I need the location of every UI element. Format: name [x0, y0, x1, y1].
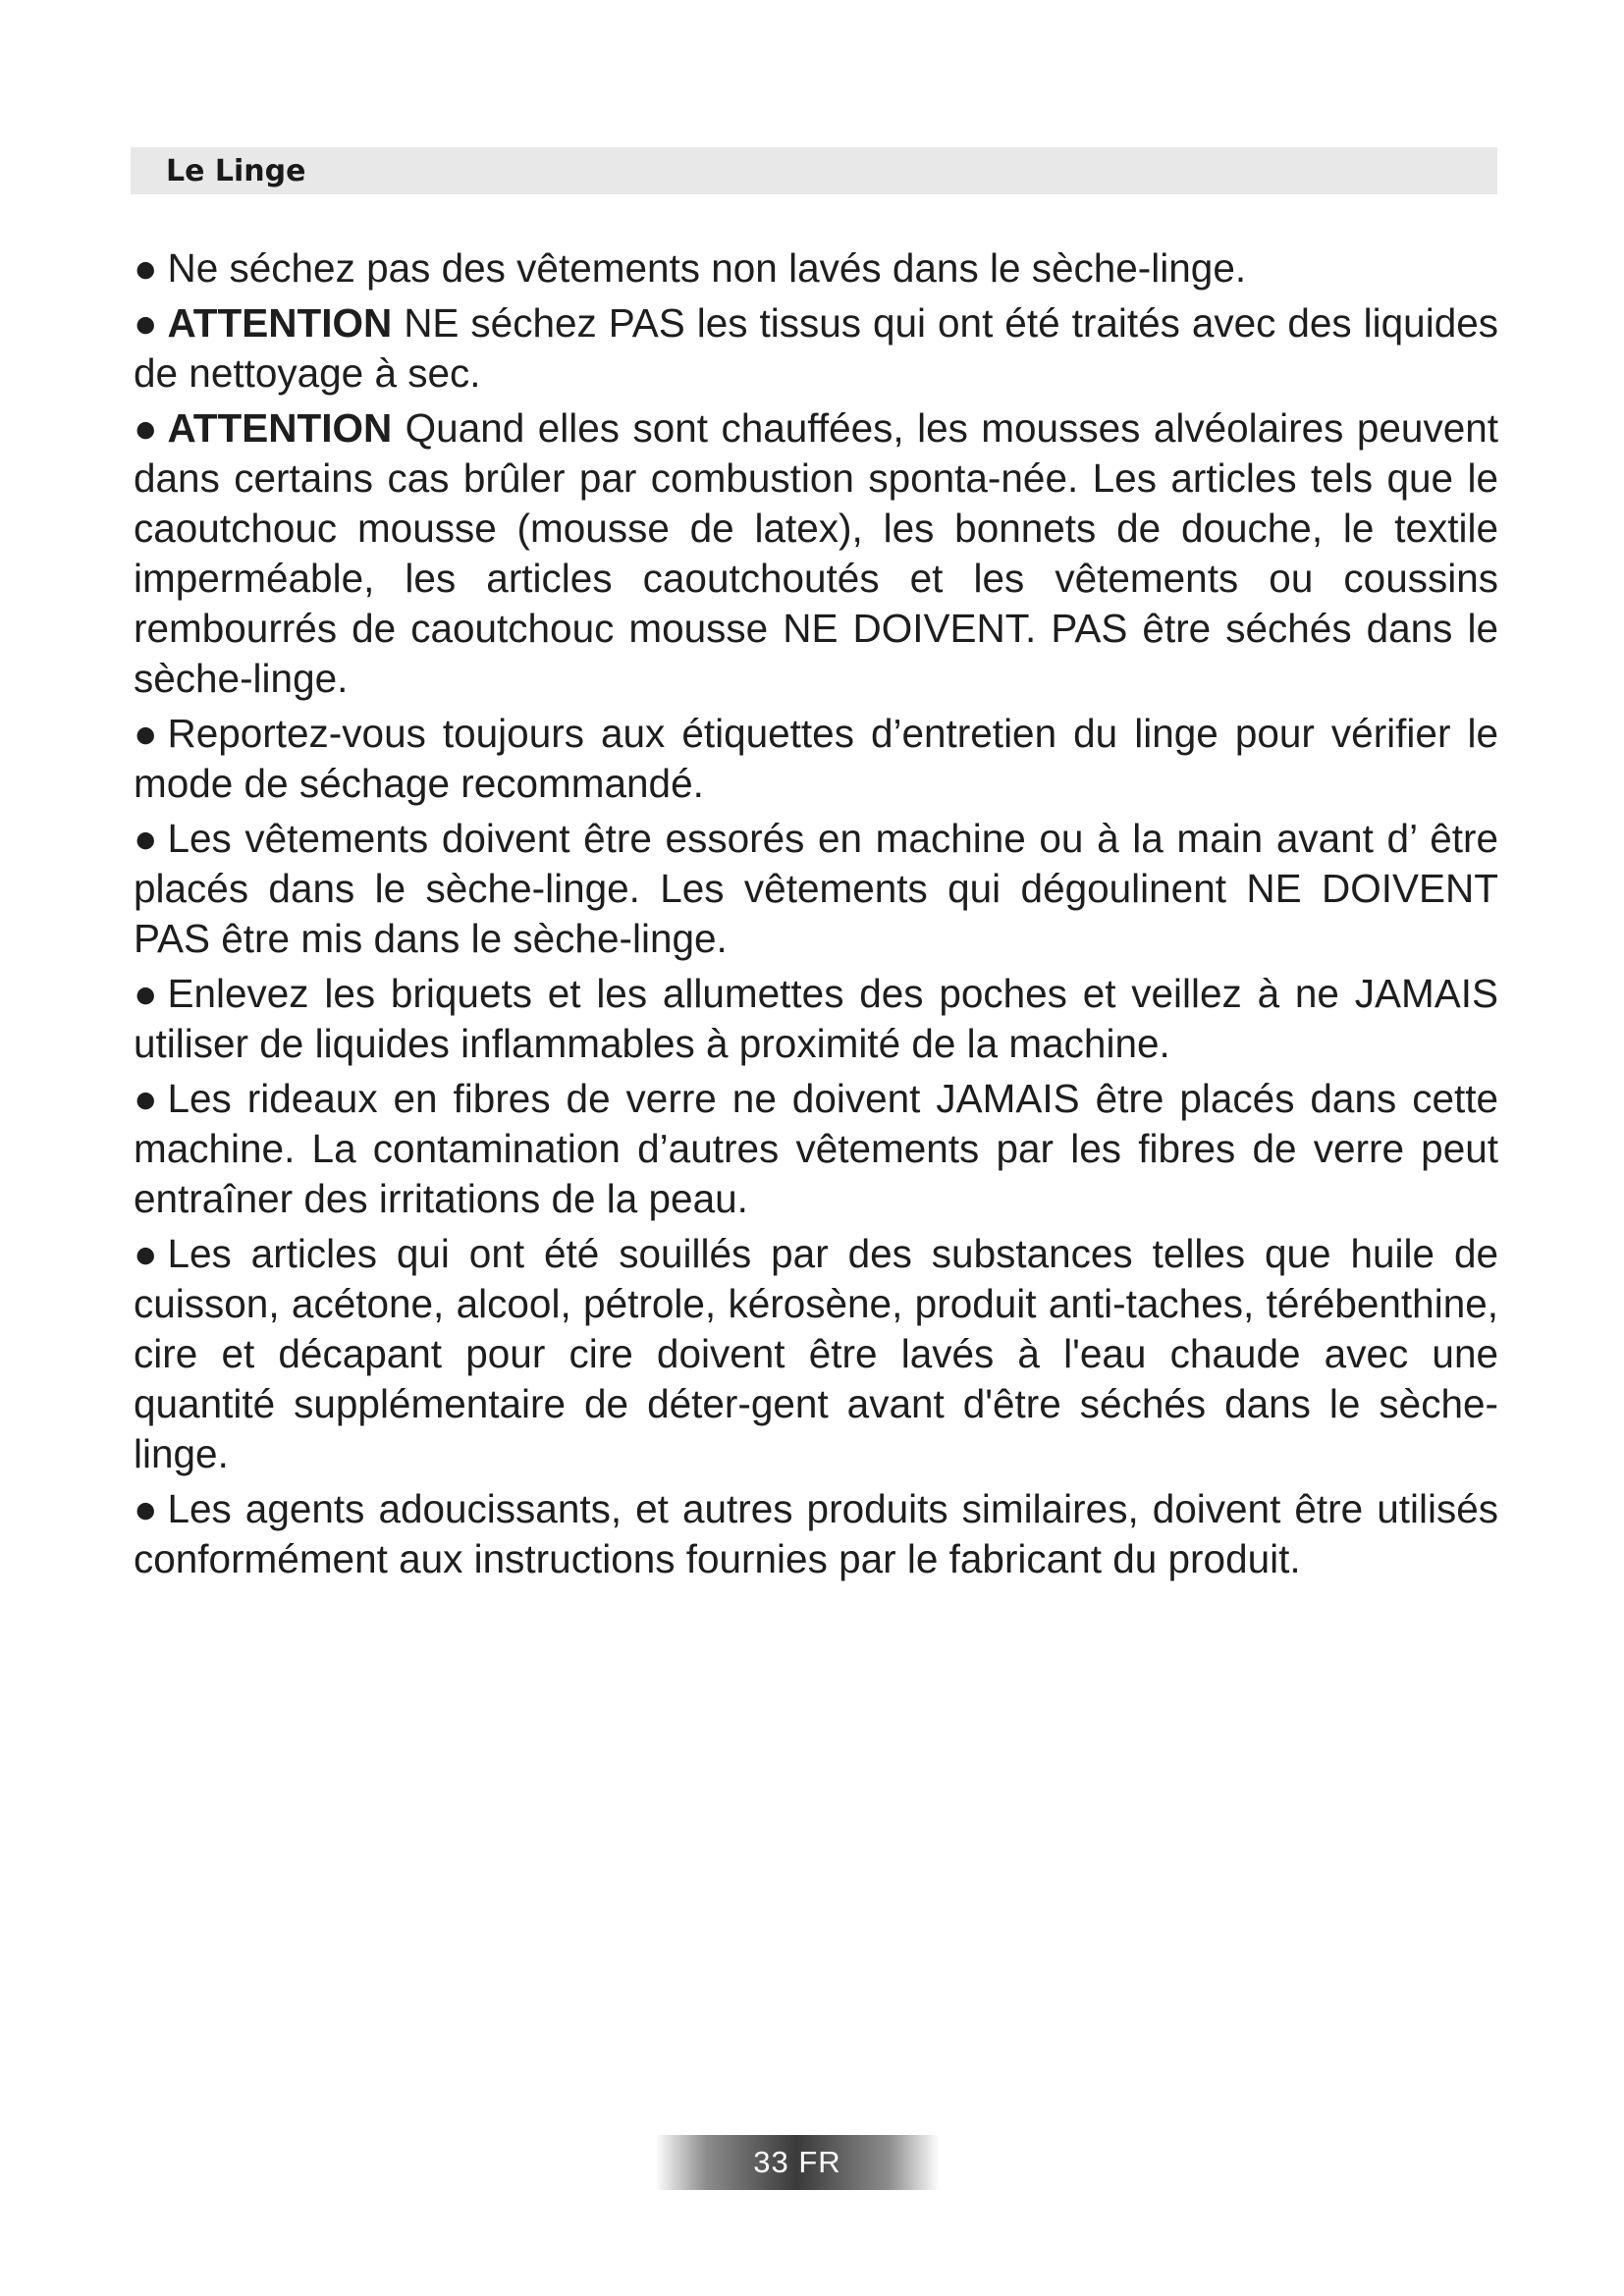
item-text: Enlevez les briquets et les allumettes des poches et veillez à ne JAMAIS utiliser de liquides inflammables à proximité de la machine.	[134, 971, 1498, 1066]
list-item	[134, 814, 1498, 964]
page-number: 33 FR	[753, 2145, 841, 2179]
list-item	[134, 709, 1498, 809]
bullet-icon: ●	[134, 300, 158, 346]
section-title: Le Linge	[166, 154, 306, 188]
section-header-bar	[131, 147, 1497, 194]
bullet-icon: ●	[134, 1076, 158, 1121]
list-item	[134, 403, 1498, 704]
page-number-badge	[655, 2135, 940, 2190]
bullet-icon: ●	[134, 1486, 158, 1531]
warning-label: ATTENTION	[167, 405, 393, 451]
item-text: Ne séchez pas des vêtements non lavés dans le sèche-linge.	[167, 245, 1247, 291]
list-item	[134, 1484, 1498, 1584]
item-text: Les articles qui ont été souillés par des substances telles que huile de cuisson, acétone, alcool, pétrole, kérosène, produit anti-taches, térébenthine, cire et décapant pour cire doivent être lavés à l'eau chaude avec une quantité supplémentaire de déter-gent avant d'être séchés dans le sèche-linge.	[134, 1231, 1498, 1476]
item-text: Les rideaux en fibres de verre ne doivent JAMAIS être placés dans cette machine. La contamination d’autres vêtements par les fibres de verre peut entraîner des irritations de la peau.	[134, 1076, 1498, 1221]
list-item	[134, 1229, 1498, 1479]
list-item	[134, 969, 1498, 1069]
bullet-icon: ●	[134, 1231, 158, 1276]
bullet-icon: ●	[134, 405, 158, 451]
list-item	[134, 1074, 1498, 1224]
bullet-icon: ●	[134, 711, 158, 756]
item-text: Quand elles sont chauffées, les mousses alvéolaires peuvent dans certains cas brûler par combustion sponta-née. Les articles tels que le caoutchouc mousse (mousse de latex), les bonnets de douche, le textile imperméable, les articles caoutchoutés et les vêtements ou coussins rembourrés de caoutchouc mousse NE DOIVENT. PAS être séchés dans le sèche-linge.	[134, 405, 1498, 701]
warning-label: ATTENTION	[167, 300, 393, 346]
list-item	[134, 298, 1498, 399]
bullet-icon: ●	[134, 971, 158, 1016]
instructions-list	[134, 243, 1498, 1589]
item-text: Reportez-vous toujours aux étiquettes d’entretien du linge pour vérifier le mode de séchage recommandé.	[134, 711, 1498, 806]
list-item	[134, 243, 1498, 294]
bullet-icon: ●	[134, 816, 158, 861]
item-text: Les agents adoucissants, et autres produits similaires, doivent être utilisés conformément aux instructions fournies par le fabricant du produit.	[134, 1486, 1498, 1581]
item-text: Les vêtements doivent être essorés en machine ou à la main avant d’ être placés dans le sèche-linge. Les vêtements qui dégoulinent NE DOIVENT PAS être mis dans le sèche-linge.	[134, 816, 1498, 961]
item-text: NE séchez PAS les tissus qui ont été traités avec des liquides de nettoyage à sec.	[134, 300, 1498, 396]
bullet-icon: ●	[134, 245, 158, 291]
